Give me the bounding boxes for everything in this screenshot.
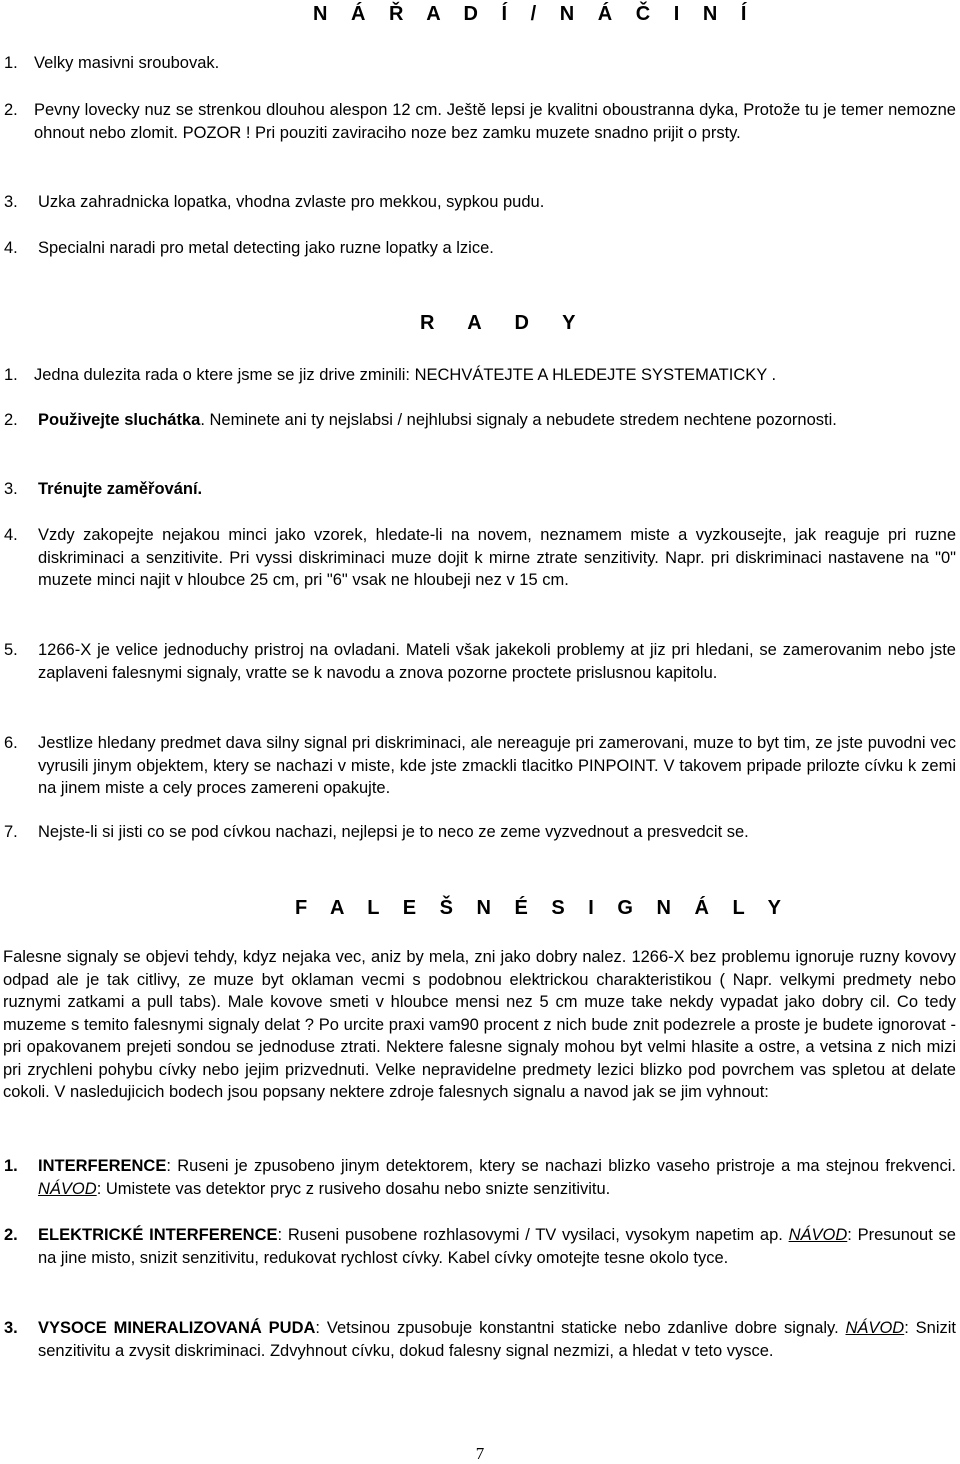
- tool-text: Pevny lovecky nuz se strenkou dlouhou alespon 12 cm. Ještě lepsi je kvalitni oboustranna dyka, Protože tu je temer nemozne ohnout nebo zlomit. POZOR ! Pri pouziti zaviraciho noze bez zamku muzete snadno prijit o prsty.: [34, 101, 956, 142]
- tip-number: 2.: [4, 411, 18, 429]
- tip-body: . Neminete ani ty nejslabsi / nejhlubsi signaly a nebudete stredem nechtene pozornosti.: [200, 411, 837, 429]
- source-title: VYSOCE MINERALIZOVANÁ PUDA: [38, 1319, 316, 1337]
- tool-text: Specialni naradi pro metal detecting jako ruzne lopatky a lzice.: [38, 239, 494, 257]
- tip-number: 1.: [4, 366, 18, 384]
- tip-text: [38, 409, 956, 432]
- source-title: INTERFERENCE: [38, 1157, 167, 1175]
- source-number: 3.: [4, 1319, 18, 1337]
- tip-text: Nejste-li si jisti co se pod cívkou nachazi, nejlepsi je to neco ze zeme vyzvednout a presvedcit se.: [38, 823, 749, 841]
- navod-label: NÁVOD: [788, 1226, 848, 1244]
- tip-number: 7.: [4, 823, 18, 841]
- source-text: [38, 1317, 956, 1362]
- source-remedy: : Umistete vas detektor pryc z rusiveho dosahu nebo snizte senzitivitu.: [96, 1179, 611, 1198]
- source-number: 2.: [4, 1226, 18, 1244]
- tip-text: Vzdy zakopejte nejakou minci jako vzorek, hledate-li na novem, neznamem miste a vyzkousejte, jak reaguje pri ruzne diskriminaci a senzitivite. Pri vyssi diskriminaci muze dojit k mirne ztrate senzitivity. Napr. pri diskriminaci nastavene na "0" muzete minci najit v hloubce 25 cm, pri "6" vsak ne hloubeji nez v 15 cm.: [38, 526, 956, 589]
- tool-number: 1.: [4, 54, 18, 72]
- source-description: : Ruseni je zpusobeno jinym detektorem, ktery se nachazi blizko vaseho pristroje a ma stejnou frekvenci.: [166, 1157, 956, 1175]
- heading-naradi: N Á Ř A D Í / N Á Č I N Í: [313, 3, 756, 25]
- tip-bold-phrase: Trénujte zaměřování.: [38, 480, 203, 498]
- source-number: 1.: [4, 1157, 18, 1175]
- tip-text: Jedna dulezita rada o ktere jsme se jiz drive zminili: NECHVÁTEJTE A HLEDEJTE SYSTEMATICKY .: [34, 366, 777, 384]
- tip-number: 3.: [4, 480, 18, 498]
- tool-text: Uzka zahradnicka lopatka, vhodna zvlaste pro mekkou, sypkou pudu.: [38, 193, 545, 211]
- tip-number: 4.: [4, 526, 18, 544]
- heading-rady: R A D Y: [420, 312, 590, 334]
- tool-number: 3.: [4, 193, 18, 211]
- tip-number: 6.: [4, 734, 18, 752]
- source-remedy: : Snizit senzitivitu a zvysit diskriminaci. Zdvyhnout cívku, dokud falesny signal nezmizi, a hledat v teto vysce.: [38, 1319, 956, 1360]
- tip-number: 5.: [4, 641, 18, 659]
- tip-text: Jestlize hledany predmet dava silny signal pri diskriminaci, ale nereaguje pri zamerovani, muze to byt tim, ze jste puvodni vec vyrusili jinym objektem, ktery se nachazi v miste, kde jste zmackli tlacitko PINPOINT. V takovem pripade prilozte cívku k zemi na jinem miste a cely proces zamereni opakujte.: [38, 734, 956, 797]
- tool-text: Velky masivni sroubovak.: [34, 54, 220, 72]
- source-text: [38, 1155, 956, 1200]
- tip-bold-phrase: Použivejte sluchátka: [38, 411, 201, 429]
- tool-number: 2.: [4, 101, 18, 119]
- page-number: 7: [475, 1444, 485, 1463]
- source-remedy: : Presunout se na jine misto, snizit senzitivitu, redukovat rychlost cívky. Kabel cívky omotejte tesne okolo tyce.: [38, 1226, 956, 1267]
- source-title: ELEKTRICKÉ INTERFERENCE: [38, 1226, 278, 1244]
- tip-text: 1266-X je velice jednoduchy pristroj na ovladani. Mateli však jakekoli problemy at jiz pri hledani, se zamerovanim nebo jste zaplaveni falesnymi signaly, vratte se k navodu a znova pozorne proctete prislusnou kapitolu.: [38, 641, 956, 682]
- tool-number: 4.: [4, 239, 18, 257]
- source-text: [38, 1224, 956, 1269]
- navod-label: NÁVOD: [845, 1319, 905, 1337]
- navod-label: NÁVOD: [38, 1179, 97, 1198]
- source-description: : Vetsinou zpusobuje konstantni staticke nebo zdanlive dobre signaly.: [315, 1319, 846, 1337]
- heading-falesne-signaly: F A L E Š N É S I G N Á L Y: [295, 897, 790, 919]
- source-description: : Ruseni pusobene rozhlasovymi / TV vysilaci, vysokym napetim ap.: [277, 1226, 789, 1244]
- false-signals-intro: Falesne signaly se objevi tehdy, kdyz nejaka vec, aniz by mela, zni jako dobry nalez. 1266-X bez problemu ignoruje ruzny kovovy odpad ale je tak citlivy, ze muze byt oklaman vecmi s podobnou elektrickou charakteristikou ( Napr. velkymi predmety nebo ruznymi zatkami a pull tabs). Male kovove smeti v hloubce mensi nez 5 cm muze take nekdy vypadat jako dobry cil. Co tedy muzeme s temito falesnymi signaly delat ? Po urcite praxi vam90 procent z nich bude znit podezrele a proste je budete ignorovat - pri opakovanem prejeti sondou se jednoduse ztrati. Nektere falesne signaly mohou byt velmi hlasite a ostre, a vetsina z nich mizi pri zrychleni pohybu cívky nebo jejim prizvednuti. Velke nepravidelne predmety lezici blizko pod povrchem vas spletou at delate cokoli. V nasledujicich bodech jsou popsany nektere zdroje falesnych signalu a navod jak se jim vyhnout:: [3, 948, 956, 1101]
